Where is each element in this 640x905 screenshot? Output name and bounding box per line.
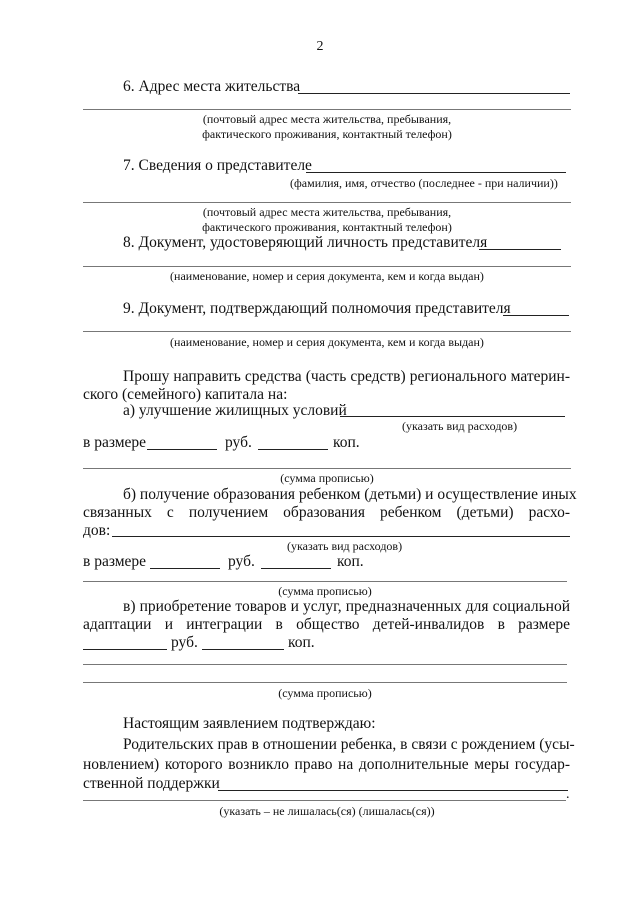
representative-address-field[interactable] bbox=[83, 202, 571, 203]
id-document-field[interactable] bbox=[479, 249, 561, 250]
address-field[interactable] bbox=[298, 93, 570, 94]
option-b-line-1: б) получение образования ребенком (детьми) и осуществление иных bbox=[123, 486, 577, 503]
request-line-2: ского (семейного) капитала на: bbox=[83, 386, 288, 403]
address-hint-1: (почтовый адрес места жительства, пребывания, bbox=[202, 112, 452, 126]
request-line-1: Прошу направить средства (часть средств) регионального материн- bbox=[123, 368, 570, 385]
confirm-line-3: ственной поддержки bbox=[83, 775, 220, 792]
option-b-kop-field[interactable] bbox=[261, 568, 331, 569]
address-label: 6. Адрес места жительства bbox=[123, 78, 301, 95]
option-a-amount-label: в размере bbox=[83, 434, 147, 451]
option-v-rub-label: руб. bbox=[171, 634, 198, 651]
option-a-type-field[interactable] bbox=[340, 416, 565, 417]
option-v-rub-field[interactable] bbox=[83, 649, 167, 650]
option-a-sum-field[interactable] bbox=[83, 468, 571, 469]
option-b-line-2: связанных с получением образования ребенком (детьми) расхо- bbox=[83, 504, 570, 521]
option-a-hint: (указать вид расходов) bbox=[402, 419, 518, 433]
option-b-hint: (указать вид расходов) bbox=[287, 539, 403, 553]
authority-document-hint: (наименование, номер и серия документа, кем и когда выдан) bbox=[170, 335, 484, 349]
parental-rights-field[interactable] bbox=[218, 790, 568, 791]
option-v-line-2: адаптации и интеграции в общество детей-инвалидов в размере bbox=[83, 616, 570, 633]
representative-hint-2: фактического проживания, контактный телефон) bbox=[202, 220, 452, 234]
authority-document-field-line2[interactable] bbox=[83, 331, 571, 332]
authority-document-field[interactable] bbox=[503, 315, 569, 316]
option-v-sum-field-2[interactable] bbox=[83, 682, 567, 683]
authority-document-label: 9. Документ, подтверждающий полномочия представителя bbox=[123, 300, 511, 317]
option-b-line-3: дов: bbox=[83, 522, 111, 539]
option-a-kop-label: коп. bbox=[333, 434, 360, 451]
option-b-rub-field[interactable] bbox=[150, 568, 220, 569]
parental-rights-field-line2[interactable] bbox=[83, 800, 566, 801]
option-b-sum-field[interactable] bbox=[83, 581, 567, 582]
option-a-sum-hint: (сумма прописью) bbox=[280, 471, 374, 485]
option-v-sum-field-1[interactable] bbox=[83, 664, 567, 665]
option-b-sum-hint: (сумма прописью) bbox=[278, 584, 372, 598]
option-a-kop-field[interactable] bbox=[258, 449, 328, 450]
option-b-rub-label: руб. bbox=[228, 553, 255, 570]
option-v-kop-field[interactable] bbox=[202, 649, 284, 650]
id-document-field-line2[interactable] bbox=[83, 266, 571, 267]
period-mark: . bbox=[566, 787, 570, 802]
option-b-type-field[interactable] bbox=[112, 536, 570, 537]
confirm-line-1: Родительских прав в отношении ребенка, в связи с рождением (усы- bbox=[123, 736, 575, 753]
representative-hint-1: (почтовый адрес места жительства, пребывания, bbox=[202, 205, 452, 219]
option-a-rub-field[interactable] bbox=[147, 449, 217, 450]
confirm-line-2: новлением) которого возникло право на дополнительные меры государ- bbox=[83, 756, 570, 773]
address-field-line2[interactable] bbox=[83, 109, 571, 110]
representative-name-hint: (фамилия, имя, отчество (последнее - при наличии)) bbox=[290, 176, 558, 190]
parental-rights-hint: (указать – не лишалась(ся) (лишалась(ся)) bbox=[219, 804, 435, 818]
id-document-label: 8. Документ, удостоверяющий личность представителя bbox=[123, 234, 488, 251]
option-a-rub-label: руб. bbox=[225, 434, 252, 451]
option-b-kop-label: коп. bbox=[337, 553, 364, 570]
option-b-amount-label: в размере bbox=[83, 553, 147, 570]
option-a-label: а) улучшение жилищных условий bbox=[123, 402, 347, 419]
id-document-hint: (наименование, номер и серия документа, кем и когда выдан) bbox=[170, 269, 484, 283]
option-v-line-1: в) приобретение товаров и услуг, предназначенных для социальной bbox=[123, 598, 570, 615]
representative-label: 7. Сведения о представителе bbox=[123, 157, 312, 174]
confirm-title: Настоящим заявлением подтверждаю: bbox=[123, 715, 376, 732]
option-v-kop-label: коп. bbox=[288, 634, 315, 651]
page-number: 2 bbox=[316, 39, 324, 54]
representative-name-field[interactable] bbox=[306, 172, 566, 173]
address-hint-2: фактического проживания, контактный телефон) bbox=[202, 127, 452, 141]
option-v-sum-hint: (сумма прописью) bbox=[278, 686, 372, 700]
